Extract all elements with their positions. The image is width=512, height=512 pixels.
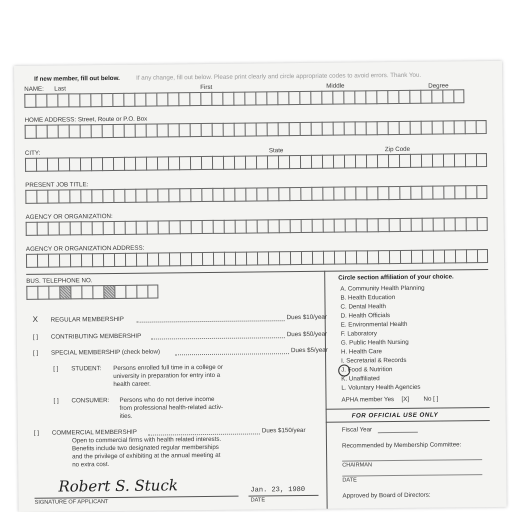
section-item-d[interactable]: D. Health Officials — [340, 312, 391, 320]
contributing-checkbox[interactable]: [ ] — [32, 333, 39, 341]
consumer-label: CONSUMER: — [71, 397, 110, 405]
commercial-checkbox[interactable]: [ ] — [33, 429, 40, 437]
section-heading: Circle section affiliation of your choice. — [338, 273, 454, 282]
recommended-label: Recommended by Membership Committee: — [341, 441, 462, 450]
name-degree-label: Degree — [428, 82, 449, 90]
commercial-desc-1: Open to commercial firms with health related interests. — [71, 435, 222, 445]
commercial-desc-4: no extra cost. — [72, 461, 110, 469]
apha-no-checkbox[interactable]: No [ ] — [423, 395, 439, 403]
official-rule-bottom — [326, 420, 490, 423]
contributing-dues: Dues $50/year — [286, 330, 328, 339]
consumer-checkbox[interactable]: [ ] — [53, 397, 59, 405]
home-address-label: HOME ADDRESS: Street, Route or P.O. Box — [24, 115, 148, 124]
special-leader — [175, 353, 289, 355]
consumer-desc-3: ities. — [119, 412, 133, 420]
name-entry-boxes[interactable] — [24, 89, 464, 108]
section-item-l[interactable]: L. Voluntary Health Agencies — [341, 383, 421, 392]
consumer-desc-2: from professional health-related activ- — [119, 403, 224, 412]
apha-member-label: APHA member Yes — [341, 396, 395, 404]
regular-leader — [137, 320, 285, 323]
date-line — [249, 495, 319, 497]
phone-boxes[interactable] — [26, 285, 158, 300]
official-heading: FOR OFFICIAL USE ONLY — [351, 411, 439, 420]
section-item-h[interactable]: H. Health Care — [340, 348, 382, 356]
official-rule-top — [326, 407, 490, 410]
zip-label: Zip Code — [384, 145, 411, 154]
commercial-desc-2: Benefits include two designated regular memberships — [71, 443, 219, 453]
consumer-desc-1: Persons who do not derive income — [119, 395, 215, 404]
special-dues: Dues $5/year — [290, 346, 328, 355]
section-item-f[interactable]: F. Laboratory — [340, 330, 377, 338]
official-date-label: DATE — [342, 477, 357, 484]
regular-membership-label: REGULAR MEMBERSHIP — [50, 315, 124, 324]
student-desc-3: health career. — [113, 380, 151, 388]
state-label: State — [268, 147, 284, 155]
chairman-label: CHAIRMAN — [342, 462, 373, 469]
apha-yes-mark[interactable]: [X] — [401, 395, 410, 403]
date-label: DATE — [250, 497, 266, 504]
fiscal-year-label: Fiscal Year — [341, 426, 373, 434]
instruction-bold: If new member, fill out below. — [34, 74, 120, 83]
section-item-i[interactable]: I. Secretarial & Records — [341, 356, 407, 365]
contributing-membership-label: CONTRIBUTING MEMBERSHIP — [50, 332, 142, 341]
signature-date-value: Jan. 23, 1980 — [250, 485, 306, 495]
section-item-j[interactable]: J. Food & Nutrition — [341, 366, 393, 374]
city-boxes[interactable] — [25, 153, 487, 172]
section-item-a[interactable]: A. Community Health Planning — [340, 284, 425, 293]
section-item-g[interactable]: G. Public Health Nursing — [340, 338, 409, 347]
section-item-k[interactable]: K. Unaffiliated — [341, 375, 380, 383]
name-label: NAME: — [24, 85, 44, 93]
special-membership-label: SPECIAL MEMBERSHIP (check below) — [50, 348, 161, 357]
special-checkbox[interactable]: [ ] — [32, 349, 39, 357]
applicant-signature: Robert S. Stuck — [58, 476, 179, 496]
section-item-b[interactable]: B. Health Education — [340, 294, 396, 302]
contributing-leader — [151, 337, 285, 339]
chairman-line — [342, 459, 482, 461]
name-first-label: First — [200, 83, 213, 92]
student-label: STUDENT: — [71, 365, 102, 373]
instruction-faded: If any change, fill out below. Please print clearly and circle appropriate codes to avoid errors. Thank You. — [136, 71, 422, 82]
approved-label: Approved by Board of Directors: — [342, 491, 431, 500]
job-title-boxes[interactable] — [25, 185, 487, 204]
signature-label: SIGNATURE OF APPLICANT — [34, 499, 109, 506]
job-title-label: PRESENT JOB TITLE: — [25, 181, 89, 189]
name-middle-label: Middle — [326, 82, 345, 90]
commercial-membership-label: COMMERCIAL MEMBERSHIP — [51, 428, 137, 437]
student-checkbox[interactable]: [ ] — [53, 365, 59, 373]
commercial-desc-3: and the privilege of exhibiting at the annual meeting at — [72, 451, 221, 461]
student-desc-1: Persons enrolled full time in a college or — [113, 363, 223, 372]
student-desc-2: university in preparation for entry into a — [113, 371, 221, 380]
agency-label: AGENCY OR ORGANIZATION: — [25, 212, 113, 221]
regular-checkbox[interactable]: X — [32, 314, 39, 324]
regular-dues: Dues $10/year — [286, 313, 327, 322]
commercial-dues: Dues $150/year — [261, 426, 306, 435]
city-label: CITY: — [24, 149, 41, 157]
name-last-label: Last — [54, 85, 66, 93]
phone-label: BUS. TELEPHONE NO. — [26, 277, 93, 285]
fiscal-year-line — [378, 432, 418, 433]
membership-form-sheet — [14, 61, 507, 512]
column-divider — [324, 271, 327, 509]
official-date-line — [342, 474, 482, 476]
section-item-c[interactable]: C. Dental Health — [340, 303, 386, 311]
section-item-e[interactable]: E. Environmental Health — [340, 320, 408, 329]
signature-line — [35, 496, 239, 499]
agency-address-label: AGENCY OR ORGANIZATION ADDRESS: — [25, 244, 145, 253]
